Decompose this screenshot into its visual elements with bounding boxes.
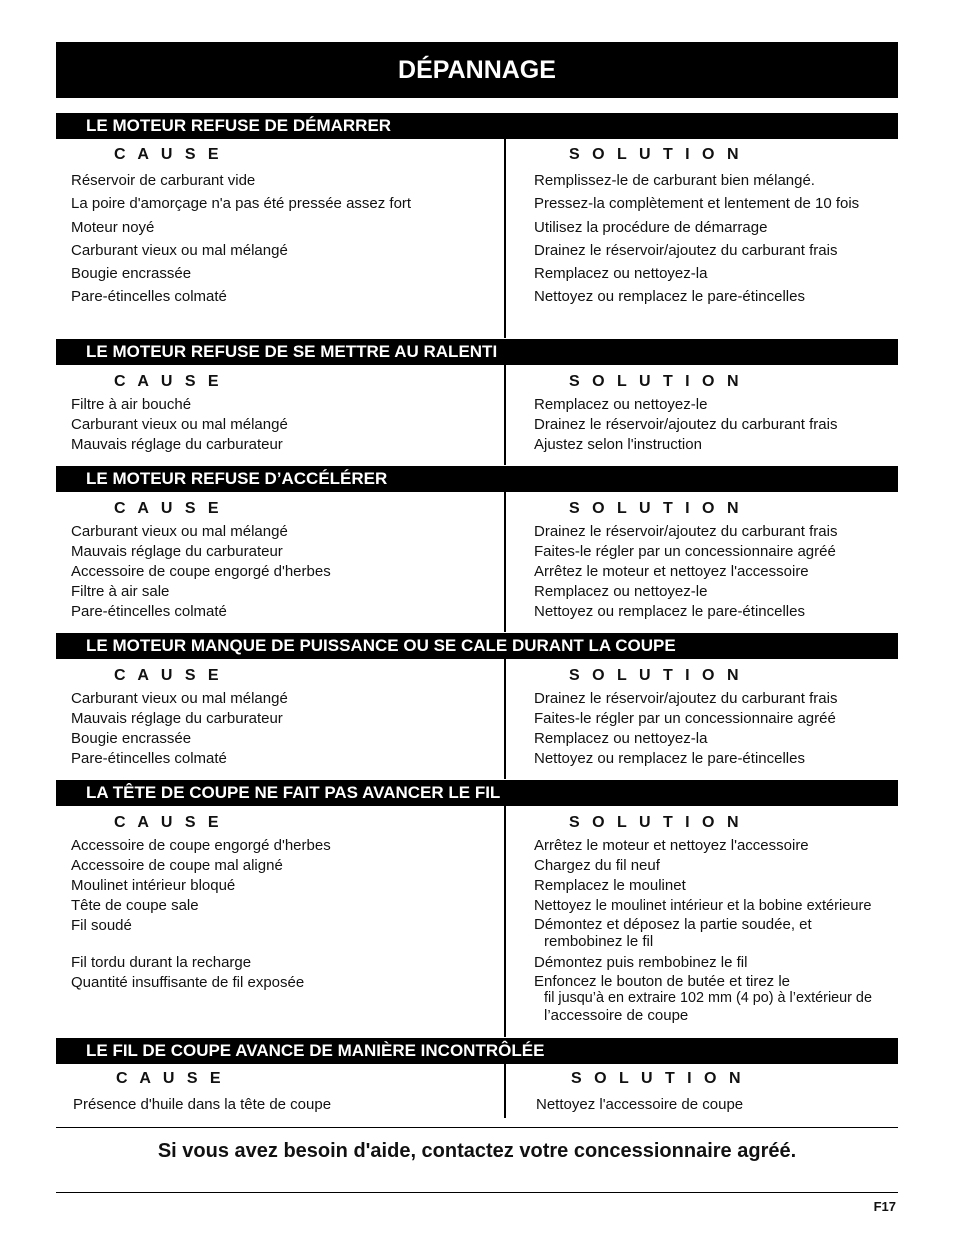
solution-heading: S O L U T I O N: [569, 373, 743, 390]
solution-item: Drainez le réservoir/ajoutez du carburant frais: [534, 690, 838, 707]
section-header: LE MOTEUR REFUSE DE DÉMARRER: [56, 113, 898, 139]
solution-item: Remplacez ou nettoyez-la: [534, 730, 708, 747]
help-message: Si vous avez besoin d'aide, contactez votre concessionnaire agréé.: [157, 1140, 797, 1162]
page-number: F17: [873, 1199, 896, 1214]
solution-item: Enfoncez le bouton de butée et tirez le: [534, 973, 791, 990]
section-no-accelerate: [56, 466, 898, 632]
divider-rule: [56, 1127, 898, 1128]
cause-column: [73, 1064, 498, 1116]
cause-item: Bougie encrassée: [71, 265, 192, 283]
cause-item: Moulinet intérieur bloqué: [71, 877, 236, 894]
cause-column: [71, 492, 496, 622]
solution-item: Démontez et déposez la partie soudée, et: [534, 916, 812, 933]
section-no-start: [56, 113, 898, 338]
cause-heading: C A U S E: [116, 1070, 225, 1087]
solution-item: Remplacez ou nettoyez-le: [534, 396, 708, 413]
section-header: LE MOTEUR REFUSE D’ACCÉLÉRER: [56, 466, 898, 492]
cause-item: Quantité insuffisante de fil exposée: [71, 974, 305, 991]
solution-item-continued: rembobinez le fil: [544, 933, 654, 950]
cause-item: Carburant vieux ou mal mélangé: [71, 241, 288, 259]
solution-item: Arrêtez le moteur et nettoyez l'accessoire: [534, 563, 809, 580]
solution-item: Drainez le réservoir/ajoutez du carburant frais: [534, 523, 838, 540]
solution-item-continued: fil jusqu’à en extraire 102 mm (4 po) à l’extérieur de: [544, 990, 872, 1006]
cause-item: La poire d'amorçage n'a pas été pressée assez fort: [71, 195, 412, 213]
solution-item: Drainez le réservoir/ajoutez du carburant frais: [534, 241, 838, 259]
cause-item: Fil soudé: [71, 917, 132, 934]
column-divider: [504, 1064, 506, 1118]
section-header: LA TÊTE DE COUPE NE FAIT PAS AVANCER LE FIL: [56, 780, 898, 806]
cause-item: Réservoir de carburant vide: [71, 172, 256, 189]
cause-column: [71, 139, 496, 309]
solution-item: Pressez-la complètement et lentement de 10 fois: [534, 195, 860, 213]
cause-column: [71, 806, 496, 993]
solution-item: Remplacez ou nettoyez-le: [534, 583, 708, 600]
cause-item: Mauvais réglage du carburateur: [71, 543, 283, 560]
solution-item: Faites-le régler par un concessionnaire agréé: [534, 543, 836, 560]
cause-heading: C A U S E: [114, 373, 223, 390]
cause-item: Filtre à air sale: [71, 583, 170, 600]
solution-item: Démontez puis rembobinez le fil: [534, 954, 748, 971]
solution-item: Drainez le réservoir/ajoutez du carburant frais: [534, 416, 838, 433]
solution-heading: S O L U T I O N: [569, 500, 743, 517]
solution-heading: S O L U T I O N: [569, 146, 743, 163]
solution-item: Faites-le régler par un concessionnaire agréé: [534, 710, 836, 727]
solution-item: Nettoyez le moulinet intérieur et la bobine extérieure: [534, 898, 872, 914]
section-line-uncontrolled: [56, 1038, 898, 1118]
cause-item: Mauvais réglage du carburateur: [71, 436, 283, 453]
solution-column: [534, 365, 904, 455]
column-divider: [504, 139, 506, 338]
cause-item: Pare-étincelles colmaté: [71, 603, 227, 620]
solution-column: [534, 659, 904, 769]
cause-item: Bougie encrassée: [71, 730, 192, 747]
cause-item: Présence d'huile dans la tête de coupe: [73, 1096, 332, 1113]
cause-item: Carburant vieux ou mal mélangé: [71, 690, 288, 707]
solution-column: [534, 806, 906, 1024]
cause-heading: C A U S E: [114, 146, 223, 163]
column-divider: [504, 365, 506, 465]
cause-item: Accessoire de coupe engorgé d'herbes: [71, 563, 331, 580]
solution-column: [536, 1064, 906, 1116]
solution-item: Arrêtez le moteur et nettoyez l'accessoire: [534, 837, 809, 854]
solution-item: Nettoyez ou remplacez le pare-étincelles: [534, 603, 805, 620]
solution-item: Nettoyez ou remplacez le pare-étincelles: [534, 288, 805, 306]
section-line-not-advancing: [56, 780, 898, 1037]
cause-heading: C A U S E: [114, 500, 223, 517]
cause-heading: C A U S E: [114, 667, 223, 684]
solution-item-continued: l’accessoire de coupe: [544, 1007, 689, 1024]
cause-item: Carburant vieux ou mal mélangé: [71, 523, 288, 540]
section-power-loss: [56, 633, 898, 779]
solution-heading: S O L U T I O N: [569, 814, 743, 831]
section-header: LE MOTEUR MANQUE DE PUISSANCE OU SE CALE DURANT LA COUPE: [56, 633, 898, 659]
solution-item: Chargez du fil neuf: [534, 857, 660, 874]
cause-column: [71, 365, 496, 455]
cause-heading: C A U S E: [114, 814, 223, 831]
solution-heading: S O L U T I O N: [569, 667, 743, 684]
solution-column: [534, 139, 904, 309]
solution-item: Nettoyez l'accessoire de coupe: [536, 1096, 744, 1113]
solution-column: [534, 492, 904, 622]
column-divider: [504, 659, 506, 779]
solution-item: Remplacez ou nettoyez-la: [534, 265, 708, 283]
page-title: DÉPANNAGE: [56, 42, 898, 98]
cause-item: Mauvais réglage du carburateur: [71, 710, 283, 727]
column-divider: [504, 492, 506, 632]
cause-item: Filtre à air bouché: [71, 396, 192, 413]
cause-item: Tête de coupe sale: [71, 897, 199, 914]
cause-item: Pare-étincelles colmaté: [71, 750, 227, 767]
solution-item: Nettoyez ou remplacez le pare-étincelles: [534, 750, 805, 767]
cause-item: Carburant vieux ou mal mélangé: [71, 416, 288, 433]
column-divider: [504, 806, 506, 1037]
solution-item: Ajustez selon l'instruction: [534, 436, 702, 453]
section-no-idle: [56, 339, 898, 465]
cause-item: Fil tordu durant la recharge: [71, 954, 252, 971]
section-header: LE MOTEUR REFUSE DE SE METTRE AU RALENTI: [56, 339, 898, 365]
footer-rule: [56, 1192, 898, 1193]
cause-item: Moteur noyé: [71, 218, 155, 236]
section-header: LE FIL DE COUPE AVANCE DE MANIÈRE INCONTRÔLÉE: [56, 1038, 898, 1064]
cause-item: Pare-étincelles colmaté: [71, 288, 227, 306]
solution-item: Utilisez la procédure de démarrage: [534, 218, 768, 236]
cause-item: Accessoire de coupe mal aligné: [71, 857, 283, 874]
cause-item: Accessoire de coupe engorgé d'herbes: [71, 837, 331, 854]
solution-heading: S O L U T I O N: [571, 1070, 745, 1087]
solution-item: Remplissez-le de carburant bien mélangé.: [534, 172, 815, 189]
solution-item: Remplacez le moulinet: [534, 877, 686, 894]
cause-column: [71, 659, 496, 769]
